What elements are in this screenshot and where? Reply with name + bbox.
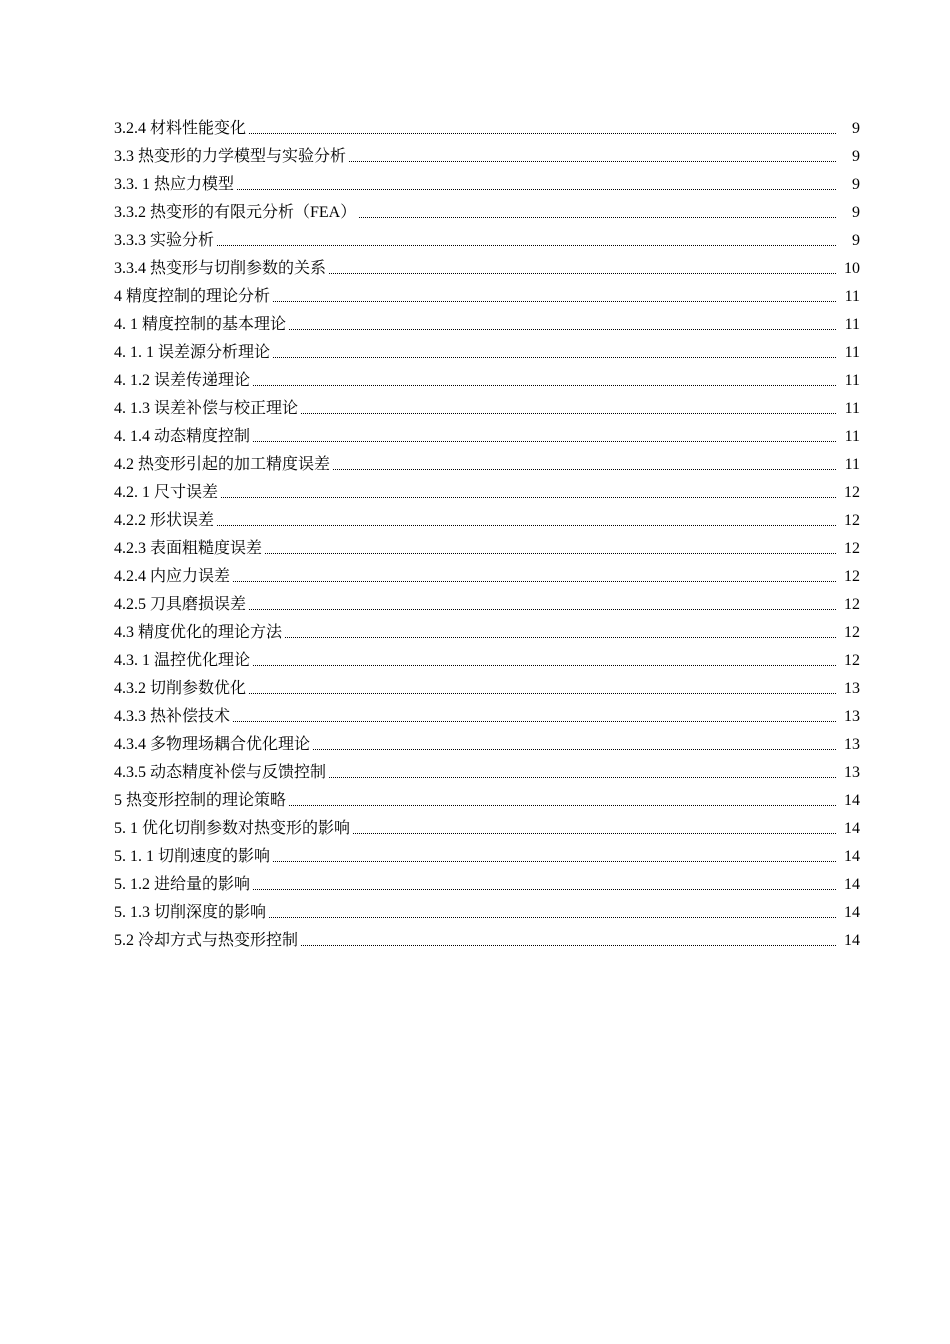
toc-entry-title: 4.3. 1 温控优化理论 bbox=[114, 652, 251, 669]
toc-entry-title: 5. 1. 1 切削速度的影响 bbox=[114, 848, 271, 865]
toc-dot-leader bbox=[289, 329, 836, 330]
toc-entry-title: 4.2. 1 尺寸误差 bbox=[114, 484, 219, 501]
toc-entry-title: 4.2.5 刀具磨损误差 bbox=[114, 596, 247, 613]
toc-dot-leader bbox=[313, 749, 836, 750]
toc-entry-page-number: 12 bbox=[844, 652, 860, 669]
toc-entry[interactable] bbox=[114, 675, 860, 703]
toc-dot-leader bbox=[333, 469, 836, 470]
toc-entry-title: 3.3. 1 热应力模型 bbox=[114, 176, 235, 193]
toc-entry-page-number: 11 bbox=[844, 428, 860, 445]
toc-entry-title: 4. 1.2 误差传递理论 bbox=[114, 372, 251, 389]
toc-entry-page-number: 9 bbox=[852, 232, 860, 249]
toc-entry-page-number: 14 bbox=[844, 848, 860, 865]
toc-entry[interactable] bbox=[114, 311, 860, 339]
toc-entry[interactable] bbox=[114, 283, 860, 311]
toc-dot-leader bbox=[253, 385, 836, 386]
toc-dot-leader bbox=[249, 609, 836, 610]
toc-dot-leader bbox=[249, 133, 836, 134]
toc-entry-page-number: 9 bbox=[852, 120, 860, 137]
toc-entry-page-number: 12 bbox=[844, 512, 860, 529]
toc-dot-leader bbox=[329, 777, 836, 778]
toc-entry[interactable] bbox=[114, 255, 860, 283]
toc-entry-title: 4.2 热变形引起的加工精度误差 bbox=[114, 456, 331, 473]
toc-dot-leader bbox=[353, 833, 836, 834]
toc-entry-title: 4 精度控制的理论分析 bbox=[114, 288, 271, 305]
toc-entry[interactable] bbox=[114, 787, 860, 815]
toc-dot-leader bbox=[233, 581, 836, 582]
toc-entry[interactable] bbox=[114, 227, 860, 255]
toc-entry[interactable] bbox=[114, 591, 860, 619]
toc-entry[interactable] bbox=[114, 731, 860, 759]
toc-entry-title: 5. 1 优化切削参数对热变形的影响 bbox=[114, 820, 351, 837]
toc-entry-page-number: 11 bbox=[844, 316, 860, 333]
toc-entry[interactable] bbox=[114, 899, 860, 927]
toc-entry[interactable] bbox=[114, 339, 860, 367]
toc-dot-leader bbox=[233, 721, 836, 722]
toc-entry-page-number: 12 bbox=[844, 624, 860, 641]
toc-entry[interactable] bbox=[114, 367, 860, 395]
toc-entry-title: 4. 1.4 动态精度控制 bbox=[114, 428, 251, 445]
toc-entry-page-number: 9 bbox=[852, 148, 860, 165]
toc-dot-leader bbox=[221, 497, 836, 498]
toc-entry[interactable] bbox=[114, 171, 860, 199]
toc-entry-page-number: 14 bbox=[844, 820, 860, 837]
toc-entry-title: 4.3.4 多物理场耦合优化理论 bbox=[114, 736, 311, 753]
toc-entry-page-number: 13 bbox=[844, 708, 860, 725]
toc-entry-title: 5.2 冷却方式与热变形控制 bbox=[114, 932, 299, 949]
toc-entry-page-number: 12 bbox=[844, 568, 860, 585]
toc-dot-leader bbox=[285, 637, 836, 638]
toc-entry[interactable] bbox=[114, 563, 860, 591]
toc-entry[interactable] bbox=[114, 759, 860, 787]
toc-entry-title: 4.2.4 内应力误差 bbox=[114, 568, 231, 585]
toc-dot-leader bbox=[289, 805, 836, 806]
toc-entry-page-number: 14 bbox=[844, 876, 860, 893]
toc-dot-leader bbox=[329, 273, 836, 274]
toc-entry-title: 4.3 精度优化的理论方法 bbox=[114, 624, 283, 641]
toc-entry-title: 3.3.3 实验分析 bbox=[114, 232, 215, 249]
toc-entry-title: 5. 1.2 进给量的影响 bbox=[114, 876, 251, 893]
toc-entry[interactable] bbox=[114, 535, 860, 563]
toc-entry-page-number: 13 bbox=[844, 764, 860, 781]
toc-dot-leader bbox=[269, 917, 836, 918]
toc-dot-leader bbox=[253, 889, 836, 890]
toc-dot-leader bbox=[359, 217, 836, 218]
toc-entry-page-number: 11 bbox=[844, 344, 860, 361]
toc-dot-leader bbox=[349, 161, 836, 162]
toc-dot-leader bbox=[237, 189, 836, 190]
toc-entry[interactable] bbox=[114, 871, 860, 899]
toc-entry-title: 4.2.3 表面粗糙度误差 bbox=[114, 540, 263, 557]
toc-entry[interactable] bbox=[114, 507, 860, 535]
toc-entry[interactable] bbox=[114, 115, 860, 143]
toc-entry[interactable] bbox=[114, 479, 860, 507]
toc-dot-leader bbox=[273, 301, 836, 302]
toc-entry-title: 3.3.4 热变形与切削参数的关系 bbox=[114, 260, 327, 277]
toc-entry-page-number: 9 bbox=[852, 176, 860, 193]
toc-entry[interactable] bbox=[114, 927, 860, 955]
toc-dot-leader bbox=[273, 861, 836, 862]
toc-entry-page-number: 14 bbox=[844, 792, 860, 809]
toc-entry-title: 4. 1 精度控制的基本理论 bbox=[114, 316, 287, 333]
toc-entry-title: 4.3.3 热补偿技术 bbox=[114, 708, 231, 725]
toc-entry[interactable] bbox=[114, 199, 860, 227]
toc-entry[interactable] bbox=[114, 423, 860, 451]
toc-entry[interactable] bbox=[114, 703, 860, 731]
toc-entry-title: 3.3.2 热变形的有限元分析（FEA） bbox=[114, 204, 357, 221]
toc-dot-leader bbox=[253, 665, 836, 666]
toc-entry-title: 4. 1. 1 误差源分析理论 bbox=[114, 344, 271, 361]
toc-entry-page-number: 12 bbox=[844, 596, 860, 613]
toc-dot-leader bbox=[249, 693, 836, 694]
toc-entry[interactable] bbox=[114, 143, 860, 171]
toc-entry-title: 4.3.5 动态精度补偿与反馈控制 bbox=[114, 764, 327, 781]
toc-entry[interactable] bbox=[114, 843, 860, 871]
toc-entry-page-number: 11 bbox=[844, 288, 860, 305]
toc-dot-leader bbox=[217, 245, 836, 246]
toc-entry-page-number: 13 bbox=[844, 736, 860, 753]
toc-dot-leader bbox=[301, 945, 836, 946]
toc-entry-title: 3.2.4 材料性能变化 bbox=[114, 120, 247, 137]
toc-entry-page-number: 11 bbox=[844, 372, 860, 389]
toc-entry-title: 3.3 热变形的力学模型与实验分析 bbox=[114, 148, 347, 165]
toc-entry-title: 4.2.2 形状误差 bbox=[114, 512, 215, 529]
toc-entry-title: 5. 1.3 切削深度的影响 bbox=[114, 904, 267, 921]
toc-entry[interactable] bbox=[114, 395, 860, 423]
toc-entry-title: 4. 1.3 误差补偿与校正理论 bbox=[114, 400, 299, 417]
toc-entry[interactable] bbox=[114, 619, 860, 647]
table-of-contents bbox=[114, 115, 860, 955]
toc-dot-leader bbox=[301, 413, 836, 414]
toc-dot-leader bbox=[217, 525, 836, 526]
toc-entry-page-number: 11 bbox=[844, 400, 860, 417]
toc-entry-title: 5 热变形控制的理论策略 bbox=[114, 792, 287, 809]
toc-dot-leader bbox=[273, 357, 836, 358]
toc-dot-leader bbox=[265, 553, 836, 554]
toc-entry[interactable] bbox=[114, 815, 860, 843]
toc-entry-page-number: 14 bbox=[844, 904, 860, 921]
toc-entry-page-number: 13 bbox=[844, 680, 860, 697]
toc-dot-leader bbox=[253, 441, 836, 442]
toc-entry-page-number: 12 bbox=[844, 540, 860, 557]
toc-entry-page-number: 12 bbox=[844, 484, 860, 501]
toc-entry-page-number: 9 bbox=[852, 204, 860, 221]
toc-entry-title: 4.3.2 切削参数优化 bbox=[114, 680, 247, 697]
toc-entry[interactable] bbox=[114, 647, 860, 675]
toc-entry[interactable] bbox=[114, 451, 860, 479]
toc-entry-page-number: 14 bbox=[844, 932, 860, 949]
toc-entry-page-number: 11 bbox=[844, 456, 860, 473]
toc-entry-page-number: 10 bbox=[844, 260, 860, 277]
